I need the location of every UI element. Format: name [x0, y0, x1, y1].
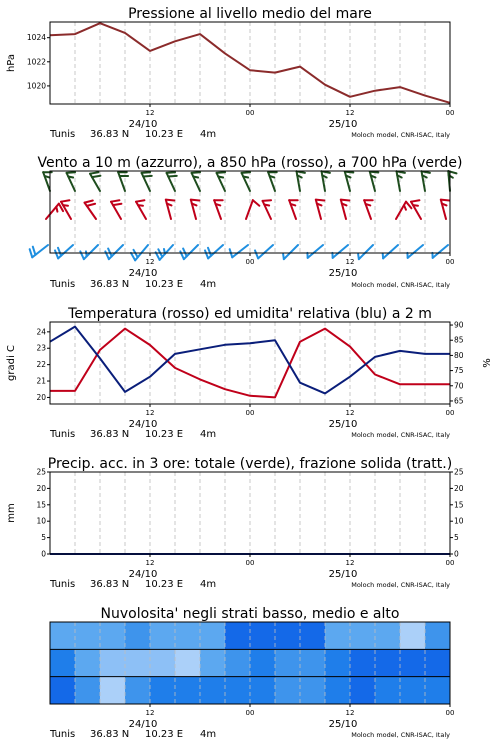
wind-barb — [441, 200, 450, 219]
y-tick-label: 22 — [36, 360, 46, 370]
y-right-tick-label: 0 — [454, 549, 459, 559]
barb-staff — [284, 245, 298, 259]
hour-tick-label: 00 — [245, 709, 255, 717]
cloud-cell — [400, 677, 425, 704]
wind-barb — [242, 172, 251, 191]
barb-feather — [422, 171, 430, 173]
date-label: 25/10 — [328, 719, 358, 730]
cloud-cell — [375, 677, 400, 704]
y-tick-label: 1022 — [26, 57, 46, 67]
elevation: 4m — [200, 129, 217, 140]
barb-feather — [56, 207, 57, 212]
barb-feather — [291, 204, 296, 205]
wind-barb — [316, 200, 325, 219]
barb-feather — [345, 172, 354, 173]
barb-feather — [192, 172, 201, 173]
barb-feather — [61, 200, 69, 201]
cloud-cell — [350, 649, 375, 676]
cloud-cell — [200, 649, 225, 676]
barb-feather — [370, 172, 379, 173]
barb-feather — [358, 254, 359, 259]
date-label: 25/10 — [328, 419, 358, 430]
barb-feather — [138, 205, 143, 206]
barb-feather — [131, 253, 135, 260]
barb-feather — [168, 176, 177, 177]
longitude: 10.23 E — [145, 129, 184, 140]
wind-barb — [345, 172, 354, 191]
wind-barb — [156, 245, 173, 260]
date-label: 25/10 — [328, 119, 358, 130]
hour-tick-label: 00 — [445, 709, 455, 717]
wind-barb — [205, 245, 223, 258]
cloud-cell — [250, 622, 275, 649]
cloud-cell — [375, 649, 400, 676]
wind-barb — [180, 245, 198, 259]
pressure-line — [50, 23, 450, 103]
hour-tick-label: 00 — [245, 559, 255, 567]
barb-staff — [408, 245, 423, 258]
wind-barb — [230, 245, 248, 257]
hour-tick-label: 00 — [445, 109, 455, 117]
barb-feather — [193, 176, 198, 177]
cloud-cell — [225, 677, 250, 704]
barb-feather — [111, 200, 119, 201]
y-tick-label: 21 — [36, 376, 46, 386]
longitude: 10.23 E — [145, 729, 184, 740]
y-axis-label: hPa — [6, 53, 17, 73]
hour-tick-label: 00 — [445, 258, 455, 266]
cloud-cell — [100, 649, 125, 676]
cloud-cell — [200, 677, 225, 704]
y-tick-label: 15 — [36, 500, 46, 510]
wind-barb — [263, 200, 272, 219]
plot-frame-2 — [50, 171, 450, 253]
barb-feather — [208, 248, 211, 256]
wind-barb — [55, 245, 73, 258]
barb-feather — [242, 172, 251, 173]
cloud-cell — [75, 677, 100, 704]
y-tick-label: 20 — [36, 392, 46, 402]
y-tick-label: 1020 — [26, 81, 46, 91]
wind-barb — [432, 245, 448, 258]
location-name: Tunis — [50, 729, 76, 740]
longitude: 10.23 E — [145, 579, 184, 590]
model-credit: Moloch model, CNR-ISAC, Italy — [351, 281, 450, 289]
hour-tick-label: 12 — [145, 709, 155, 717]
cloud-cell — [300, 677, 325, 704]
barb-feather — [243, 176, 248, 177]
cloud-cell — [100, 622, 125, 649]
y-right-tick-label: 5 — [454, 533, 459, 543]
wind-barb — [246, 200, 259, 219]
wind-barb — [364, 200, 373, 219]
wind-barb — [118, 172, 128, 191]
panel-title: Pressione al livello medio del mare — [128, 6, 372, 22]
barb-feather — [33, 247, 36, 255]
barb-feather — [68, 176, 73, 177]
wind-barb — [268, 172, 277, 191]
cloud-cell — [425, 677, 450, 704]
plot-frame-4 — [50, 472, 450, 554]
wind-barb — [332, 245, 348, 258]
hour-tick-label: 12 — [345, 559, 355, 567]
cloud-cell — [400, 649, 425, 676]
cloud-cell — [150, 649, 175, 676]
barb-feather — [63, 205, 68, 206]
wind-barb — [30, 245, 48, 257]
barb-feather — [397, 171, 405, 173]
longitude: 10.23 E — [145, 279, 184, 290]
hour-tick-label: 12 — [345, 709, 355, 717]
elevation: 4m — [200, 429, 217, 440]
barb-feather — [255, 250, 258, 258]
elevation: 4m — [200, 729, 217, 740]
cloud-cell — [125, 622, 150, 649]
wind-barb — [297, 171, 305, 191]
wind-barb — [80, 245, 98, 259]
panel-title: Temperatura (rosso) ed umidita' relativa (blu) a 2 m — [68, 306, 432, 322]
wind-barb — [67, 172, 76, 191]
cloud-cell — [275, 649, 300, 676]
barb-feather — [167, 172, 176, 173]
date-label: 25/10 — [328, 569, 358, 580]
wind-barb — [407, 245, 423, 258]
hour-tick-label: 12 — [145, 109, 155, 117]
barb-feather — [404, 205, 406, 210]
model-credit: Moloch model, CNR-ISAC, Italy — [351, 431, 450, 439]
barb-staff — [258, 245, 273, 258]
barb-feather — [263, 200, 272, 201]
hour-tick-label: 12 — [145, 409, 155, 417]
hour-tick-label: 00 — [245, 409, 255, 417]
hour-tick-label: 00 — [245, 258, 255, 266]
y-right-tick-label: 75 — [454, 366, 464, 376]
wind-barb — [111, 200, 121, 219]
y-tick-label: 23 — [36, 343, 46, 353]
barb-feather — [216, 204, 221, 205]
barb-feather — [108, 249, 112, 257]
wind-barb — [397, 171, 405, 191]
barb-feather — [143, 176, 152, 177]
barb-feather — [90, 172, 98, 173]
y-axis-label: gradi C — [6, 345, 17, 381]
cloud-cell — [275, 622, 300, 649]
date-label: 25/10 — [328, 268, 358, 279]
cloud-cell — [325, 622, 350, 649]
wind-barb — [192, 172, 201, 191]
y-right-axis-label: % — [482, 358, 493, 368]
cloud-cell — [50, 622, 75, 649]
wind-barb — [191, 200, 200, 219]
panel-title: Nuvolosita' negli strati basso, medio e alto — [100, 606, 400, 622]
cloud-cell — [175, 677, 200, 704]
barb-staff — [333, 245, 348, 258]
date-label: 24/10 — [128, 268, 158, 279]
date-label: 24/10 — [128, 719, 158, 730]
cloud-cell — [175, 622, 200, 649]
wind-barb — [166, 200, 175, 219]
elevation: 4m — [200, 579, 217, 590]
date-label: 24/10 — [128, 419, 158, 430]
plot-frame-3 — [50, 322, 450, 404]
cloud-cell — [350, 622, 375, 649]
barb-feather — [341, 200, 350, 201]
barb-feather — [67, 172, 76, 173]
barb-feather — [191, 200, 200, 201]
cloud-cell — [50, 649, 75, 676]
cloud-cell — [300, 622, 325, 649]
barb-feather — [183, 249, 187, 257]
cloud-cell — [325, 649, 350, 676]
cloud-cell — [250, 649, 275, 676]
barb-staff — [359, 245, 373, 259]
barb-staff — [433, 245, 448, 258]
cloud-cell — [325, 677, 350, 704]
wind-barb — [358, 245, 373, 259]
y-right-tick-label: 70 — [454, 381, 464, 391]
wind-barb — [341, 200, 350, 219]
cloud-cell — [225, 622, 250, 649]
latitude: 36.83 N — [90, 579, 130, 590]
date-label: 24/10 — [128, 119, 158, 130]
barb-feather — [366, 204, 371, 205]
barb-feather — [205, 250, 208, 258]
cloud-cell — [175, 649, 200, 676]
wind-barb — [289, 200, 298, 219]
latitude: 36.83 N — [90, 279, 130, 290]
barb-feather — [58, 248, 61, 256]
barb-feather — [86, 251, 87, 256]
y-tick-label: 10 — [36, 516, 46, 526]
cloud-cell — [50, 677, 75, 704]
wind-barb — [90, 172, 100, 191]
cloud-cell — [125, 649, 150, 676]
cloud-cell — [225, 649, 250, 676]
plot-frame-1 — [50, 22, 450, 104]
barb-feather — [85, 200, 93, 202]
barb-feather — [136, 200, 144, 201]
cloud-cell — [400, 622, 425, 649]
cloud-cell — [375, 622, 400, 649]
wind-barb — [255, 245, 273, 258]
hour-tick-label: 12 — [345, 109, 355, 117]
y-right-tick-label: 15 — [454, 500, 464, 510]
y-right-tick-label: 80 — [454, 350, 464, 360]
wind-barb — [136, 200, 146, 219]
latitude: 36.83 N — [90, 429, 130, 440]
barb-feather — [166, 200, 175, 201]
cloud-cell — [150, 677, 175, 704]
wind-barb — [370, 172, 379, 191]
hour-tick-label: 12 — [345, 258, 355, 266]
cloud-cell — [200, 622, 225, 649]
barb-feather — [87, 204, 95, 206]
barb-feather — [322, 171, 330, 173]
hour-tick-label: 12 — [345, 409, 355, 417]
hour-tick-label: 00 — [445, 409, 455, 417]
time-gridlines-3 — [75, 322, 425, 404]
time-gridlines-4 — [75, 472, 425, 554]
barb-feather — [316, 200, 325, 201]
latitude: 36.83 N — [90, 129, 130, 140]
cloud-cell — [425, 622, 450, 649]
wind-barb — [217, 172, 226, 191]
wind-barb — [283, 245, 298, 259]
wind-barb — [396, 202, 411, 219]
y-tick-label: 24 — [36, 327, 46, 337]
cloud-cell — [100, 677, 125, 704]
location-name: Tunis — [50, 579, 76, 590]
y-right-tick-label: 10 — [454, 516, 464, 526]
barb-feather — [217, 172, 226, 173]
wind-barb — [448, 171, 456, 191]
barb-feather — [441, 200, 450, 201]
y-right-tick-label: 90 — [454, 320, 464, 330]
cloud-cell — [300, 649, 325, 676]
barb-feather — [113, 204, 121, 205]
wind-barb — [85, 200, 96, 219]
location-name: Tunis — [50, 429, 76, 440]
cloud-cell — [425, 649, 450, 676]
y-right-tick-label: 65 — [454, 396, 464, 406]
barb-feather — [45, 176, 50, 177]
location-name: Tunis — [50, 129, 76, 140]
location-name: Tunis — [50, 279, 76, 290]
wind-barb — [307, 245, 323, 258]
hour-tick-label: 00 — [245, 109, 255, 117]
barb-staff — [383, 245, 398, 258]
barb-feather — [413, 205, 418, 206]
barb-feather — [253, 200, 259, 206]
wind-barb — [383, 245, 398, 258]
elevation: 4m — [200, 279, 217, 290]
cloud-cell — [250, 677, 275, 704]
barb-staff — [232, 245, 248, 257]
barb-feather — [270, 176, 275, 177]
cloud-cell — [75, 649, 100, 676]
barb-feather — [142, 172, 151, 173]
barb-feather — [218, 176, 223, 177]
longitude: 10.23 E — [145, 429, 184, 440]
model-credit: Moloch model, CNR-ISAC, Italy — [351, 131, 450, 139]
model-credit: Moloch model, CNR-ISAC, Italy — [351, 731, 450, 739]
y-tick-label: 5 — [41, 533, 46, 543]
barb-feather — [411, 200, 419, 201]
model-credit: Moloch model, CNR-ISAC, Italy — [351, 581, 450, 589]
barb-feather — [283, 254, 284, 259]
y-right-tick-label: 20 — [454, 483, 464, 493]
barb-staff — [246, 200, 253, 219]
barb-feather — [30, 249, 33, 257]
wind-barb — [46, 204, 63, 219]
hour-tick-label: 00 — [445, 559, 455, 567]
date-label: 24/10 — [128, 569, 158, 580]
barb-feather — [134, 250, 138, 257]
cloud-cell — [125, 677, 150, 704]
y-axis-label: mm — [6, 503, 17, 523]
hour-tick-label: 12 — [145, 258, 155, 266]
barb-staff — [308, 245, 323, 258]
panel-title: Vento a 10 m (azzurro), a 850 hPa (rosso), a 700 hPa (verde) — [37, 155, 463, 171]
y-tick-label: 0 — [41, 549, 46, 559]
wind-barb — [411, 200, 421, 219]
cloud-cell — [350, 677, 375, 704]
y-right-tick-label: 85 — [454, 335, 464, 345]
barb-feather — [92, 176, 100, 177]
y-tick-label: 1024 — [26, 33, 46, 43]
y-right-tick-label: 25 — [454, 467, 464, 477]
panel-title: Precip. acc. in 3 ore: totale (verde), frazione solida (tratt.) — [47, 456, 453, 472]
barb-feather — [55, 250, 58, 258]
wind-barb — [422, 171, 430, 191]
wind-barb — [322, 171, 330, 191]
latitude: 36.83 N — [90, 729, 130, 740]
barb-feather — [297, 171, 305, 173]
wind-barb — [214, 200, 223, 219]
y-tick-label: 25 — [36, 467, 46, 477]
barb-feather — [264, 204, 269, 205]
wind-barb — [105, 245, 123, 259]
cloud-cell — [75, 622, 100, 649]
hour-tick-label: 12 — [145, 559, 155, 567]
cloud-cell — [275, 677, 300, 704]
y-tick-label: 20 — [36, 483, 46, 493]
cloud-cell — [150, 622, 175, 649]
